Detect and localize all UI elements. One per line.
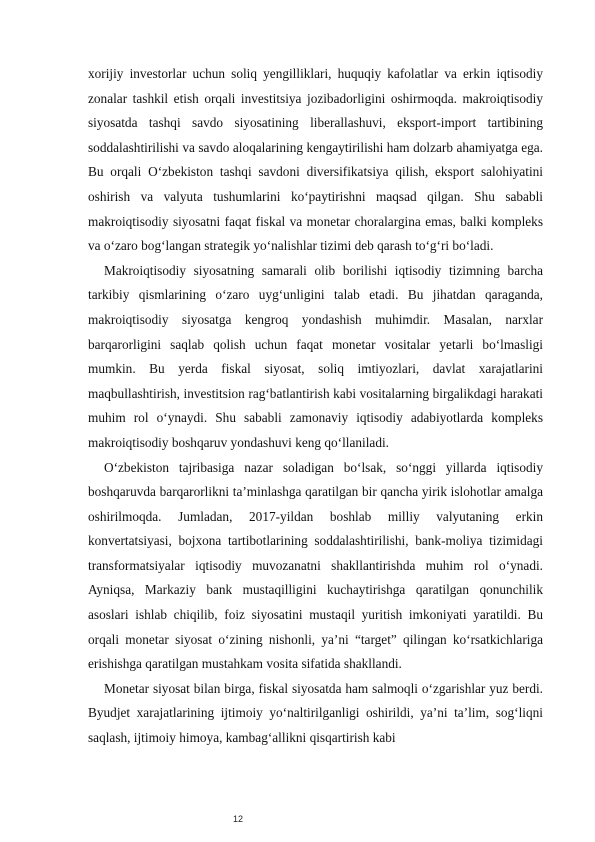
paragraph-4: Monetar siyosat bilan birga, fiskal siyosatda ham salmoqli o‘zgarishlar yuz berdi. Byudjet xarajatlarining ijtimoiy yo‘naltirilganligi oshirildi, ya’ni ta’lim, sog‘liqni saqlash, ijtimoiy himoya, kambag‘allikni qisqartirish kabi: [88, 680, 543, 746]
page-number: 12: [232, 814, 243, 824]
paragraph-3: O‘zbekiston tajribasiga nazar soladigan bo‘lsak, so‘nggi yillarda iqtisodiy boshqaruvda barqarorlikni ta’minlashga qaratilgan bir qancha yirik islohotlar amalga oshirilmoqda. Jumladan, 2017-yildan boshlab milliy valyutaning erkin konvertatsiyasi, bojxona tartibotlarining soddalashtirilishi, bank-moliya tizimidagi transformatsiyalar iqtisodiy muvozanatni shakllantirishda muhim rol o‘ynadi. Ayniqsa, Markaziy bank mustaqilligini kuchaytirishga qaratilgan qonunchilik asoslari ishlab chiqilib, foiz siyosatini mustaqil yuritish imkoniyati yaratildi. Bu orqali monetar siyosat o‘zining nishonli, ya’ni “target” qilingan ko‘rsatkichlariga erishishga qaratilgan mustahkam vosita sifatida shakllandi.: [88, 459, 543, 672]
paragraph-2: Makroiqtisodiy siyosatning samarali olib borilishi iqtisodiy tizimning barcha tarkibiy qismlarining o‘zaro uyg‘unligini talab etadi. Bu jihatdan qaraganda, makroiqtisodiy siyosatga kengroq yondashish muhimdir. Masalan, narxlar barqarorligini saqlab qolish uchun faqat monetar vositalar yetarli bo‘lmasligi mumkin. Bu yerda fiskal siyosat, soliq imtiyozlari, davlat xarajatlarini maqbullashtirish, investitsion rag‘batlantirish kabi vositalarning birgalikdagi harakati muhim rol o‘ynaydi. Shu sababli zamonaviy iqtisodiy adabiyotlarda kompleks makroiqtisodiy boshqaruv yondashuvi keng qo‘llaniladi.: [88, 262, 543, 450]
body-text: [88, 62, 543, 751]
paragraph-1: xorijiy investorlar uchun soliq yengilliklari, huquqiy kafolatlar va erkin iqtisodiy zonalar tashkil etish orqali investitsiya jozibadorligini oshirmoqda. makroiqtisodiy siyosatda tashqi savdo siyosatining liberallashuvi, eksport-import tartibining soddalashtirilishi va savdo aloqalarining kengaytirilishi ham dolzarb ahamiyatga ega. Bu orqali O‘zbekiston tashqi savdoni diversifikatsiya qilish, eksport salohiyatini oshirish va valyuta tushumlarini ko‘paytirishni maqsad qilgan. Shu sababli makroiqtisodiy siyosatni faqat fiskal va monetar choralargina emas, balki kompleks va o‘zaro bog‘langan strategik yo‘nalishlar tizimi deb qarash to‘g‘ri bo‘ladi.: [88, 66, 543, 254]
